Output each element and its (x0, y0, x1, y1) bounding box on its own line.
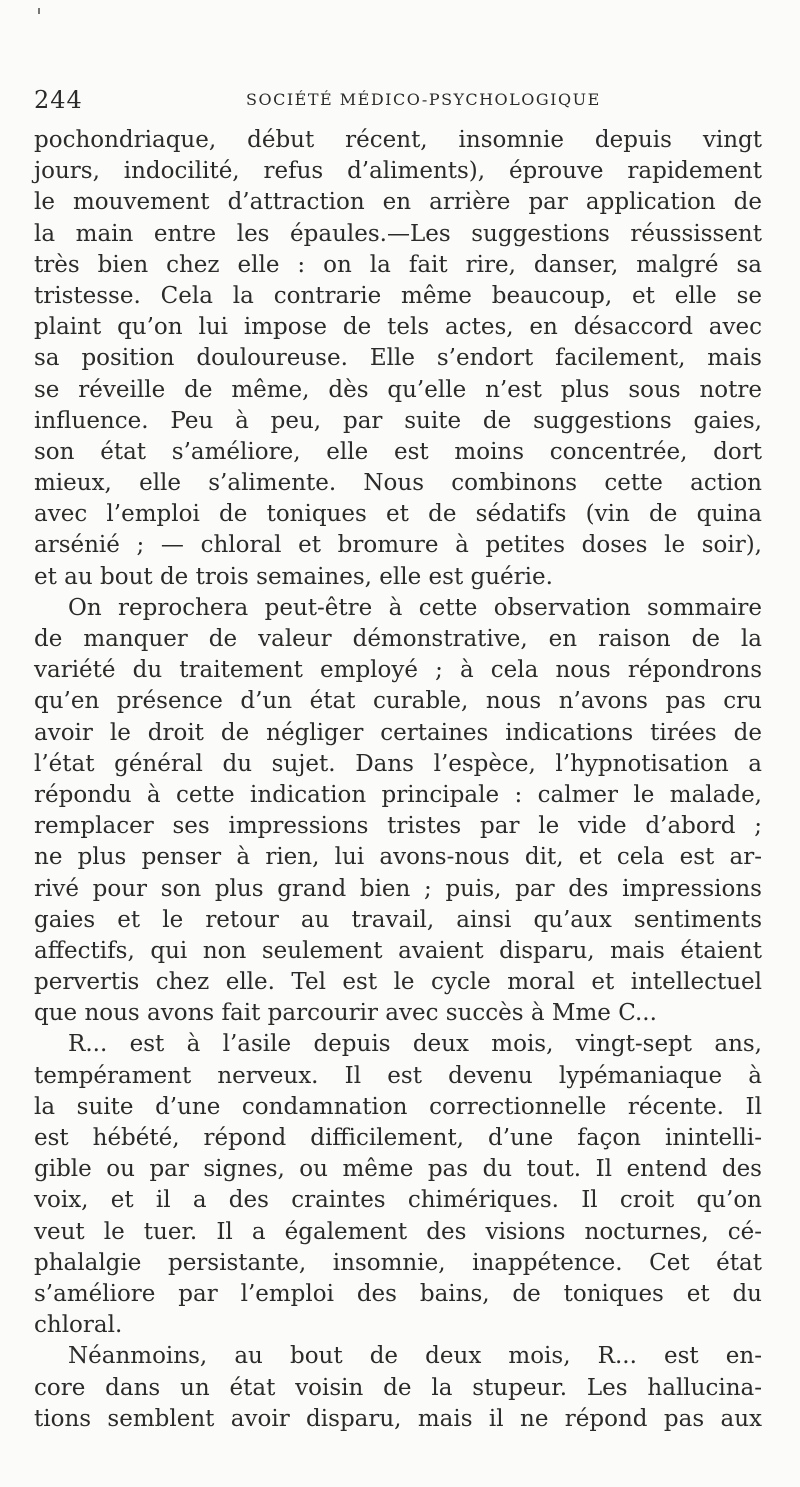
text-line: variété du traitement employé ; à cela nous répondrons (34, 657, 762, 684)
running-head: SOCIÉTÉ MÉDICO-PSYCHOLOGIQUE (246, 90, 601, 109)
text-line: et au bout de trois semaines, elle est guérie. (34, 563, 553, 590)
text-line: le mouvement d’attraction en arrière par application de (34, 189, 762, 216)
text-line: répondu à cette indication principale : calmer le malade, (34, 781, 762, 808)
text-line: rivé pour son plus grand bien ; puis, par des impressions (34, 875, 762, 902)
text-line: avoir le droit de négliger certaines indications tirées de (34, 719, 762, 746)
text-line: Néanmoins, au bout de deux mois, R... est en- (68, 1343, 762, 1370)
text-line: tions semblent avoir disparu, mais il ne répond pas aux (34, 1405, 762, 1432)
page-number: 244 (34, 86, 83, 114)
text-line: tempérament nerveux. Il est devenu lypémaniaque à (34, 1062, 762, 1089)
page-header (34, 86, 774, 116)
text-line: pochondriaque, début récent, insomnie depuis vingt (34, 127, 762, 153)
text-line: la main entre les épaules.—Les suggestions réussissent (34, 220, 762, 247)
text-line: arsénié ; — chloral et bromure à petites doses le soir), (34, 532, 762, 559)
text-line: la suite d’une condamnation correctionnelle récente. Il (34, 1093, 762, 1120)
text-line: veut le tuer. Il a également des visions nocturnes, cé- (34, 1218, 762, 1245)
text-line: pervertis chez elle. Tel est le cycle moral et intellectuel (34, 969, 762, 996)
text-line: gaies et le retour au travail, ainsi qu’aux sentiments (34, 906, 762, 933)
text-line: plaint qu’on lui impose de tels actes, en désaccord avec (34, 314, 762, 341)
text-line: est hébété, répond difficilement, d’une façon inintelli- (34, 1125, 762, 1151)
text-line: core dans un état voisin de la stupeur. Les hallucina- (34, 1374, 762, 1401)
text-line: de manquer de valeur démonstrative, en raison de la (34, 626, 762, 652)
text-line: phalalgie persistante, insomnie, inappétence. Cet état (34, 1249, 762, 1276)
text-line: jours, indocilité, refus d’aliments), éprouve rapidement (34, 158, 762, 185)
text-line: affectifs, qui non seulement avaient disparu, mais étaient (34, 937, 762, 964)
text-line: tristesse. Cela la contrarie même beaucoup, et elle se (34, 282, 762, 309)
text-line: avec l’emploi de toniques et de sédatifs (vin de quina (34, 501, 762, 528)
text-line: mieux, elle s’alimente. Nous combinons cette action (34, 470, 762, 497)
text-line: que nous avons fait parcourir avec succès à Mme C... (34, 1000, 657, 1027)
text-line: gible ou par signes, ou même pas du tout. Il entend des (34, 1156, 762, 1183)
text-line: sa position douloureuse. Elle s’endort facilement, mais (34, 345, 762, 372)
print-speck (38, 8, 40, 14)
text-line: R... est à l’asile depuis deux mois, vingt-sept ans, (68, 1031, 762, 1058)
text-line: ne plus penser à rien, lui avons-nous dit, et cela est ar- (34, 844, 762, 871)
text-line: se réveille de même, dès qu’elle n’est plus sous notre (34, 376, 762, 403)
text-line: l’état général du sujet. Dans l’espèce, l’hypnotisation a (34, 750, 762, 777)
text-line: s’améliore par l’emploi des bains, de toniques et du (34, 1280, 762, 1307)
text-line: influence. Peu à peu, par suite de suggestions gaies, (34, 407, 762, 434)
text-line: remplacer ses impressions tristes par le vide d’abord ; (34, 813, 762, 840)
text-line: très bien chez elle : on la fait rire, danser, malgré sa (34, 251, 762, 278)
text-line: qu’en présence d’un état curable, nous n’avons pas cru (34, 688, 762, 715)
text-line: son état s’améliore, elle est moins concentrée, dort (34, 438, 762, 465)
body-text (34, 125, 762, 1435)
text-line: voix, et il a des craintes chimériques. Il croit qu’on (34, 1187, 762, 1214)
text-line: On reprochera peut-être à cette observation sommaire (68, 594, 762, 621)
text-line: chloral. (34, 1312, 123, 1339)
